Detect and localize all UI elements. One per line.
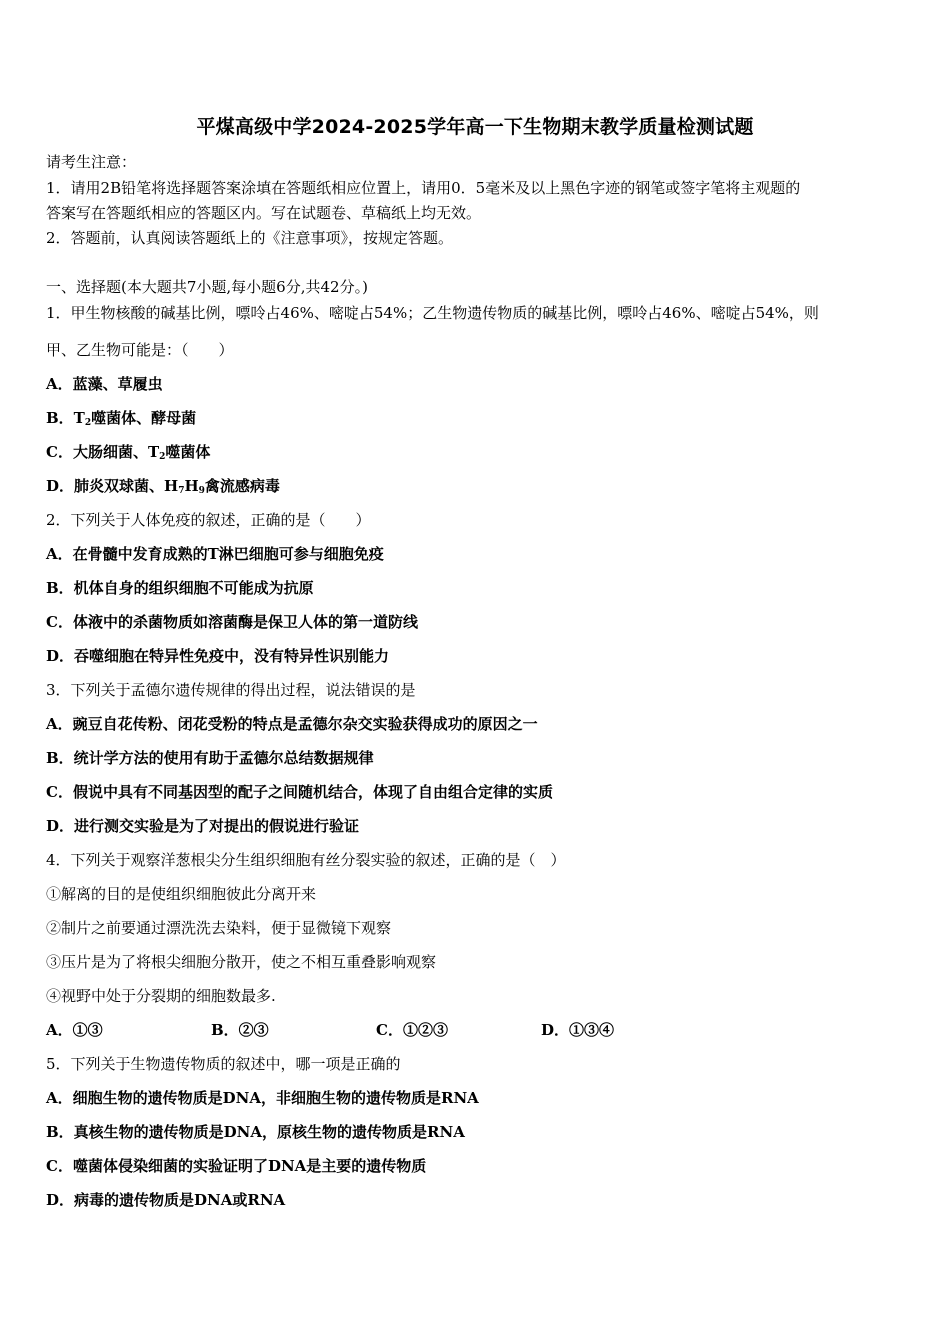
question-5-option-d: D．病毒的遗传物质是DNA或RNA (46, 1191, 286, 1209)
question-4-statement-1: ①解离的目的是使组织细胞彼此分离开来 (46, 885, 317, 903)
question-2-option-d: D．吞噬细胞在特异性免疫中，没有特异性识别能力 (46, 647, 390, 665)
question-2-option-c: C．体液中的杀菌物质如溶菌酶是保卫人体的第一道防线 (46, 613, 418, 631)
section-heading: 一、选择题(本大题共7小题,每小题6分,共42分。) (46, 278, 368, 296)
question-5-option-c: C．噬菌体侵染细菌的实验证明了DNA是主要的遗传物质 (46, 1157, 427, 1175)
question-5-option-a: A．细胞生物的遗传物质是DNA，非细胞生物的遗传物质是RNA (46, 1089, 479, 1107)
question-3-option-a: A．豌豆自花传粉、闭花受粉的特点是孟德尔杂交实验获得成功的原因之一 (46, 715, 538, 733)
question-2-option-a: A．在骨髓中发育成熟的T淋巴细胞可参与细胞免疫 (46, 545, 384, 563)
question-4-statement-4: ④视野中处于分裂期的细胞数最多. (46, 987, 276, 1005)
notice-heading: 请考生注意： (46, 153, 137, 171)
question-1-option-a: A．蓝藻、草履虫 (46, 375, 163, 393)
question-4-stem: 4．下列关于观察洋葱根尖分生组织细胞有丝分裂实验的叙述，正确的是（ ） (46, 851, 566, 869)
notice-item-1-line-1: 1．请用2B铅笔将选择题答案涂填在答题纸相应位置上，请用0．5毫米及以上黑色字迹的钢笔或签字笔将主观题的 (46, 179, 801, 197)
notice-item-1-line-2: 答案写在答题纸相应的答题区内。写在试题卷、草稿纸上均无效。 (46, 204, 482, 222)
question-5-option-b: B．真核生物的遗传物质是DNA，原核生物的遗传物质是RNA (46, 1123, 465, 1141)
notice-item-2: 2．答题前，认真阅读答题纸上的《注意事项》，按规定答题。 (46, 229, 454, 247)
question-3-stem: 3．下列关于孟德尔遗传规律的得出过程，说法错误的是 (46, 681, 416, 699)
question-1-option-d: D．肺炎双球菌、$H_7H_9$禽流感病毒 (46, 477, 280, 496)
question-2-option-b: B．机体自身的组织细胞不可能成为抗原 (46, 579, 314, 597)
question-1-option-c: C．大肠细菌、$T_2$噬菌体 (46, 443, 211, 462)
page-title: 平煤高级中学2024-2025学年高一下生物期末教学质量检测试题 (196, 116, 754, 138)
question-4-option-c: C．①②③ (376, 1021, 448, 1039)
question-4-option-d: D．①③④ (541, 1021, 615, 1039)
question-1-stem-line-1: 1．甲生物核酸的碱基比例，嘌呤占46%、嘧啶占54%；乙生物遗传物质的碱基比例，嘌呤占46%、嘧啶占54%，则 (46, 304, 819, 322)
question-4-options (46, 1019, 906, 1041)
question-5-stem: 5．下列关于生物遗传物质的叙述中，哪一项是正确的 (46, 1055, 401, 1073)
question-1-stem-line-2: 甲、乙生物可能是：（ ） (46, 341, 234, 359)
question-4-statement-2: ②制片之前要通过漂洗洗去染料，便于显微镜下观察 (46, 919, 392, 937)
question-1-option-b: B．$T_2$噬菌体、酵母菌 (46, 409, 197, 428)
question-3-option-b: B．统计学方法的使用有助于孟德尔总结数据规律 (46, 749, 374, 767)
question-4-option-b: B．②③ (211, 1021, 269, 1039)
question-3-option-c: C．假说中具有不同基因型的配子之间随机结合，体现了自由组合定律的实质 (46, 783, 553, 801)
question-3-option-d: D．进行测交实验是为了对提出的假说进行验证 (46, 817, 360, 835)
question-2-stem: 2．下列关于人体免疫的叙述，正确的是（ ） (46, 511, 371, 529)
question-4-option-a: A．①③ (46, 1021, 103, 1039)
question-4-statement-3: ③压片是为了将根尖细胞分散开，使之不相互重叠影响观察 (46, 953, 437, 971)
